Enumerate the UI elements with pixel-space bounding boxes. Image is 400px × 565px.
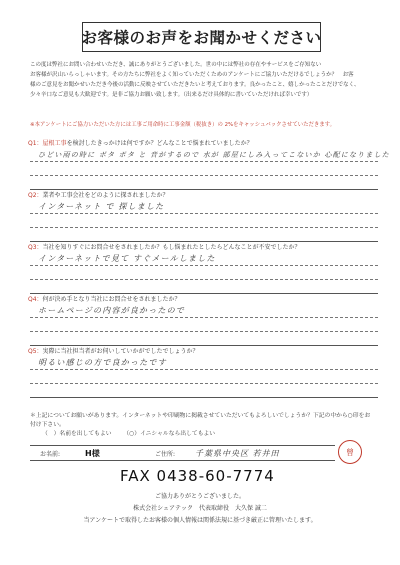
question-1 xyxy=(28,140,390,190)
address-value[interactable]: 千葉県中央区 若井田 xyxy=(195,448,280,458)
name-value[interactable]: H様 xyxy=(85,448,100,458)
answer-line[interactable] xyxy=(30,252,378,266)
answer-text: インターネット で 探しました xyxy=(38,202,165,211)
answer-line[interactable] xyxy=(30,228,378,242)
name-address-row xyxy=(30,445,335,461)
answer-line[interactable] xyxy=(30,214,378,228)
answer-text: インターネットで見て すぐメールしました xyxy=(38,254,216,263)
address-label: ご住所: xyxy=(155,450,176,458)
intro-line: お客様が沢山いらっしゃいます。その方たちに弊社をよく知っていただくためのアンケートにご協力いただけるでしょうか？ お客 xyxy=(30,72,354,78)
question-5 xyxy=(28,348,378,398)
consent-options xyxy=(42,428,225,437)
intro-line: 少々辛口なご意見も大歓迎です。是非ご協力お願い致します。（出来るだけ具体的に書いていただければ幸いです） xyxy=(30,92,313,98)
answer-line[interactable] xyxy=(30,266,378,280)
answer-text: 明るい感じの方で良かったです xyxy=(38,358,167,367)
intro-line: この度は弊社にお問い合わせいただき、誠にありがとうございました。世の中には弊社の存在やサービスをご存知ない xyxy=(30,62,322,68)
thanks-text: ご協力ありがとうございました。 xyxy=(154,493,245,500)
answer-line[interactable] xyxy=(30,176,378,190)
question-text: Q4：何が決め手となり当社にお問合せをされましたか？ xyxy=(28,296,181,303)
answer-text: ひどい雨の時に ポタ ポタ と 音がするので 水が 部屋にしみ入ってこないか 心配になりました xyxy=(38,151,390,159)
page-title: お客様のお声をお聞かせください xyxy=(82,22,321,52)
answer-line[interactable] xyxy=(30,280,378,294)
answer-line[interactable] xyxy=(30,200,378,214)
name-label: お名前: xyxy=(40,450,61,458)
answer-line[interactable] xyxy=(30,304,378,318)
question-text: Q2：業者や工事会社をどのように探されましたか？ xyxy=(28,192,169,199)
question-4 xyxy=(28,296,378,346)
intro-line: 様のご意見をお聞かせいただき今後の活動に反映させていただきたいと考えております。良かったこと、嬉しかったことだけでなく、 xyxy=(30,82,360,88)
consent-option-name[interactable]: （ ）名前を出してもよい xyxy=(42,431,112,437)
answer-line[interactable] xyxy=(30,332,378,346)
intro-text xyxy=(30,60,375,100)
answer-line[interactable] xyxy=(30,162,378,176)
answer-line[interactable] xyxy=(30,356,378,370)
answer-line[interactable] xyxy=(30,148,390,162)
privacy-note: 当アンケートで取得したお客様の個人情報は関係法規に基づき厳正に管理いたします。 xyxy=(83,517,317,524)
answer-line[interactable] xyxy=(30,384,378,398)
publication-request: ＊上記についてお願いがあります。インターネットや印刷物に掲載させていただいてもよろしいでしょうか？下記の中から○印をお付け下さい。 xyxy=(30,413,371,428)
answer-text: ホームページの内容が良かったので xyxy=(38,306,186,315)
question-2 xyxy=(28,192,378,242)
question-text: Q1：屋根工事を検討したきっかけは何ですか？どんなことで悩まれていましたか？ xyxy=(28,140,253,147)
seal-stamp: 曾 xyxy=(338,440,362,464)
question-text: Q5：実際に当社担当者がお伺いしていかがでしたでしょうか？ xyxy=(28,348,199,355)
fax-number: FAX 0438-60-7774 xyxy=(120,467,275,485)
question-3 xyxy=(28,244,378,294)
cashback-note: ※本アンケートにご協力いただいた方には工事ご用命時に工事金額（税抜き）の 2%をキャッシュバックさせていただきます。 xyxy=(30,122,336,128)
company-name: 株式会社シェアテック 代表取締役 大久保 誠二 xyxy=(133,505,267,512)
answer-line[interactable] xyxy=(30,370,378,384)
consent-option-initial[interactable]: （○）イニシャルなら出してもよい xyxy=(123,431,216,437)
question-text: Q3：当社を知りすぐにお問合せをされましたか？もし悩まれたとしたらどんなことが不安でしたか？ xyxy=(28,244,301,251)
answer-line[interactable] xyxy=(30,318,378,332)
